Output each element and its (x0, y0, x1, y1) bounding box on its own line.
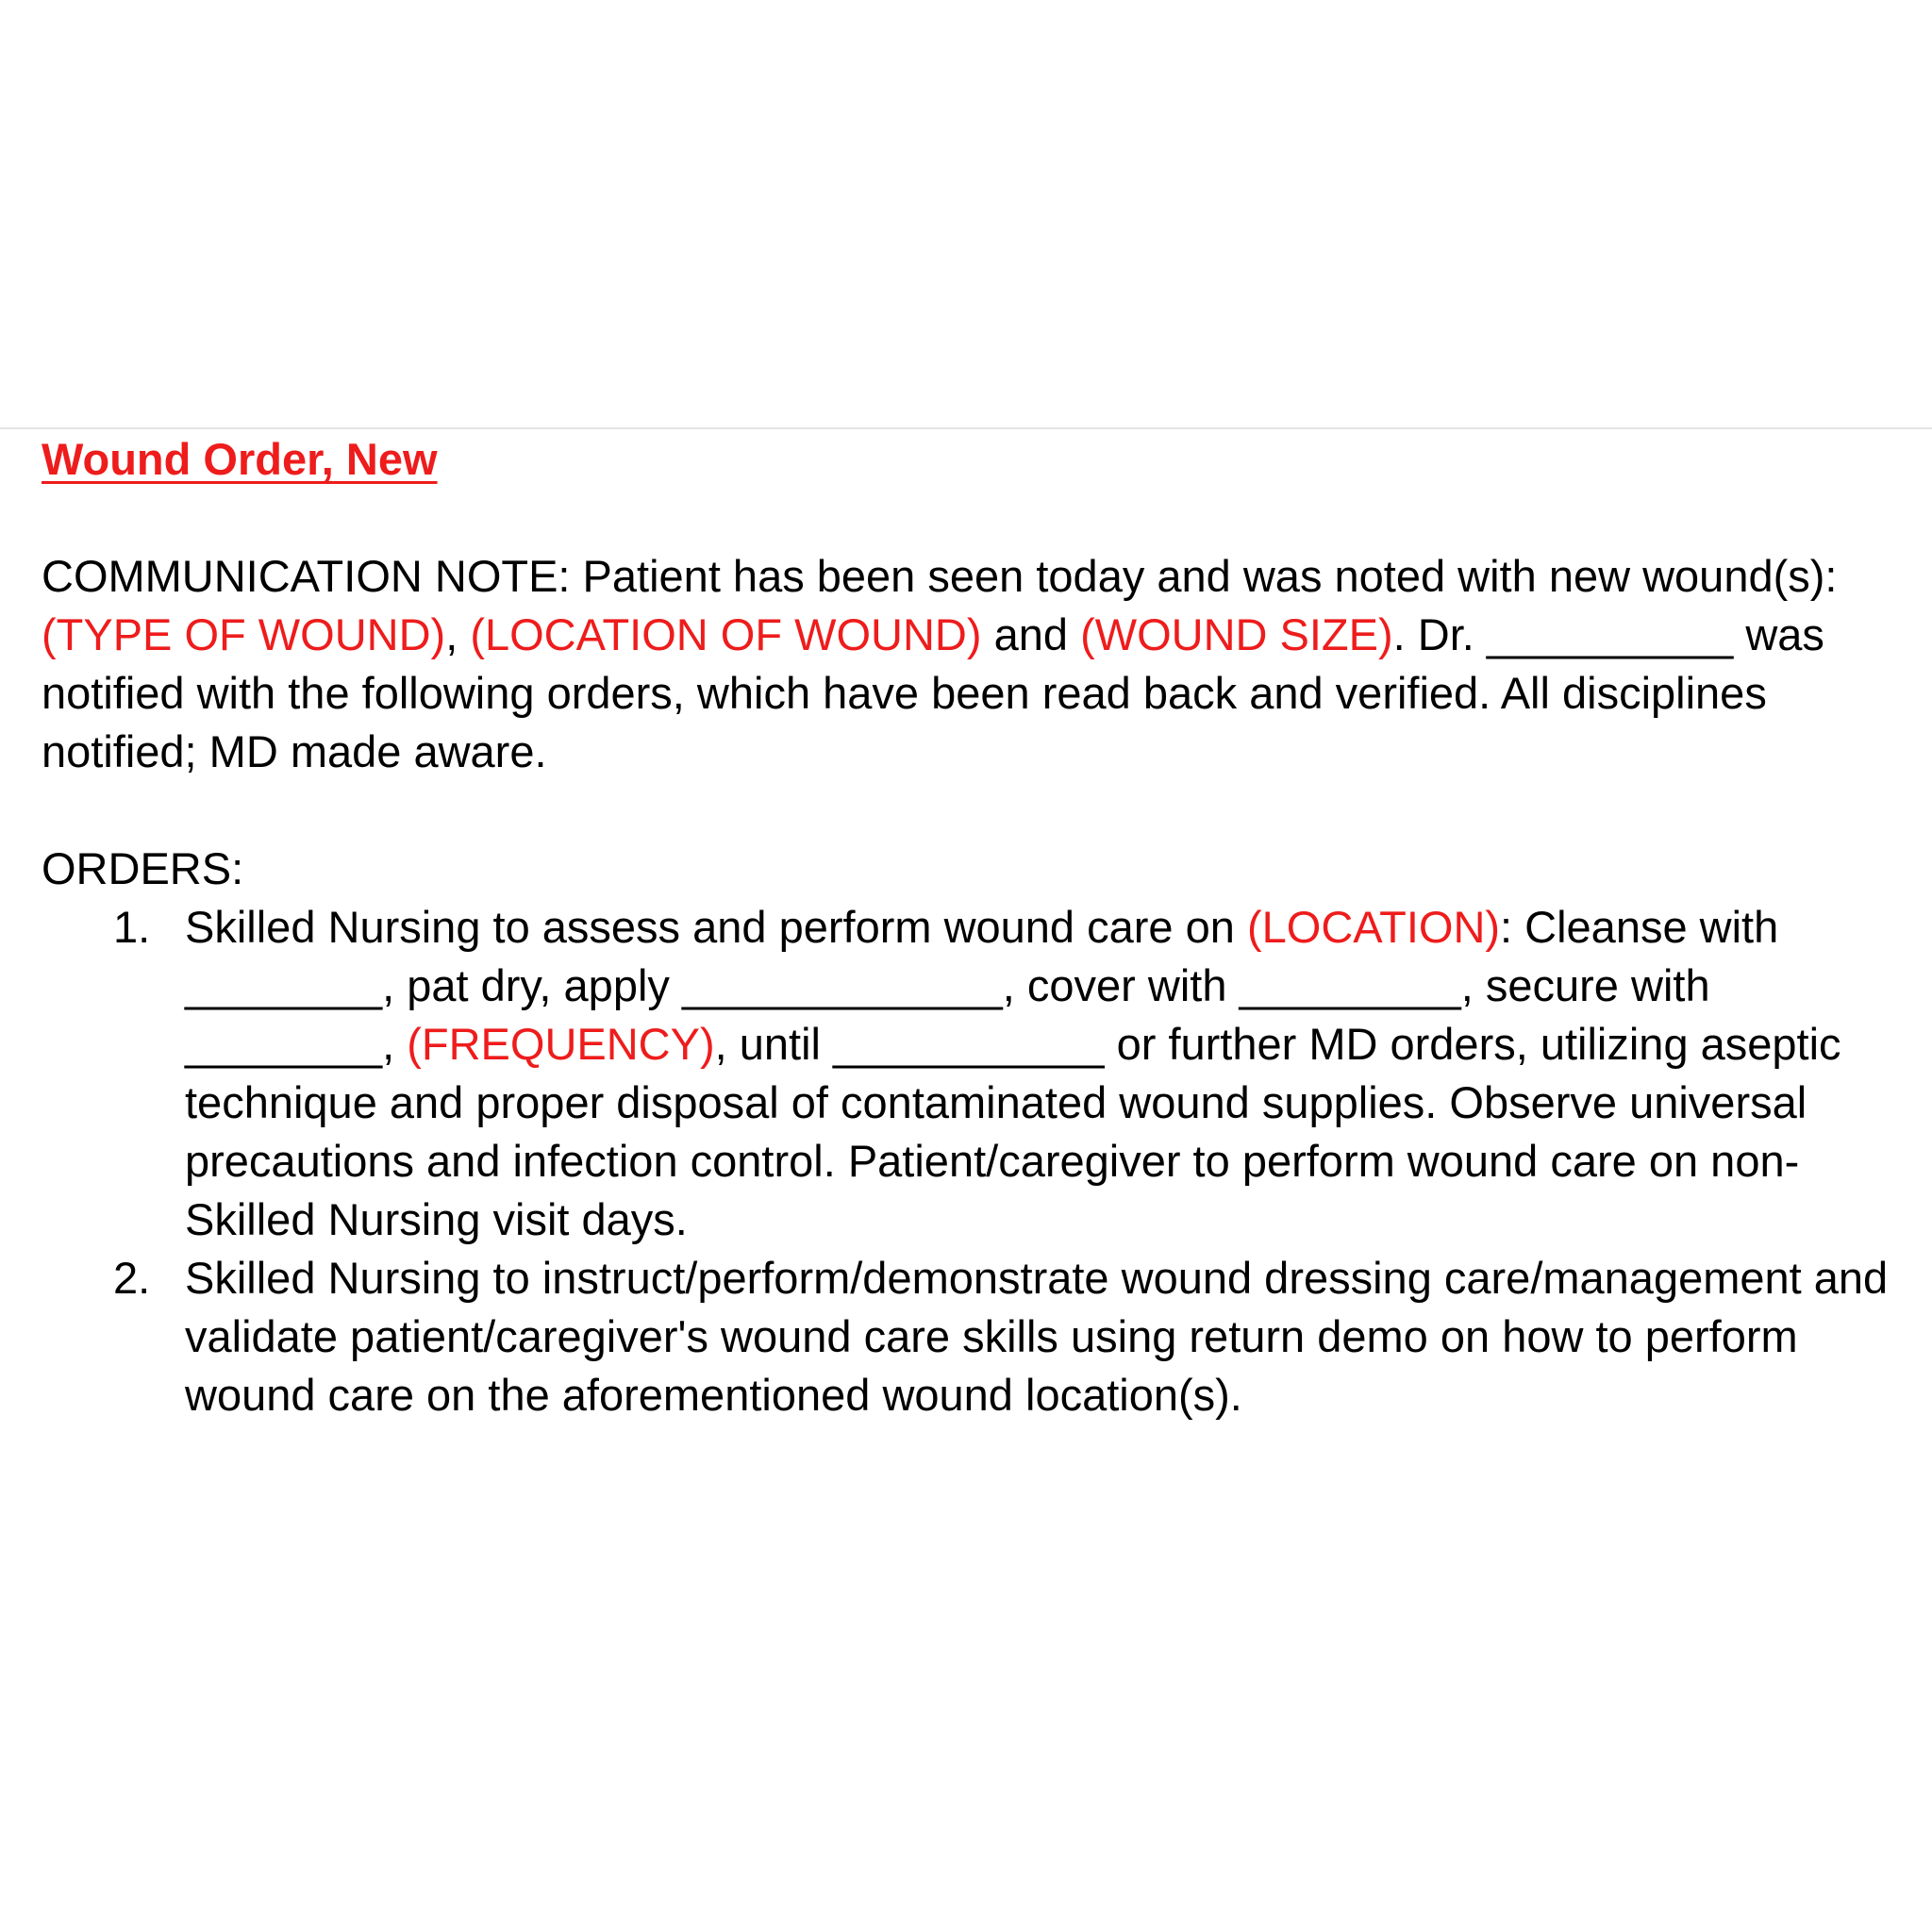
type-of-wound-placeholder: (TYPE OF WOUND) (42, 609, 446, 659)
order-1-text-2: : Cleanse with ________, pat dry, apply _____________, cover with _________, secure with ________, (185, 902, 1779, 1069)
communication-text-3: and (981, 609, 1081, 659)
order-1-text-1: Skilled Nursing to assess and perform wound care on (185, 902, 1247, 952)
order-item-1 (42, 898, 1909, 1249)
location-of-wound-placeholder: (LOCATION OF WOUND) (470, 609, 982, 659)
orders-heading: ORDERS: (42, 843, 244, 893)
location-placeholder: (LOCATION) (1246, 902, 1501, 952)
communication-note (42, 547, 1909, 781)
communication-text-4: . Dr. __________ was notified with the following orders, which have been read back and verified. All disciplines notified; MD made aware. (42, 609, 1824, 776)
order-2-text: Skilled Nursing to instruct/perform/demonstrate wound dressing care/management and validate patient/caregiver's wound care skills using return demo on how to perform wound care on the aforementioned wound location(s). (185, 1253, 1889, 1420)
communication-text-2: , (445, 609, 471, 659)
document-body (42, 428, 1909, 1424)
order-1-text-3: , until ___________ or further MD orders, utilizing aseptic technique and proper disposal of contaminated wound supplies. Observe universal precautions and infection control. Patient/caregiver to perform wound care on non-Skilled Nursing visit days. (185, 1019, 1841, 1244)
orders-list (42, 898, 1909, 1424)
document-title: Wound Order, New (42, 434, 438, 484)
wound-size-placeholder: (WOUND SIZE) (1080, 609, 1393, 659)
order-number-2: 2. (113, 1253, 151, 1303)
communication-text-1: COMMUNICATION NOTE: Patient has been seen today and was noted with new wound(s): (42, 551, 1838, 601)
frequency-placeholder: (FREQUENCY) (407, 1019, 715, 1069)
order-number-1: 1. (113, 902, 151, 952)
order-item-2 (42, 1249, 1909, 1424)
